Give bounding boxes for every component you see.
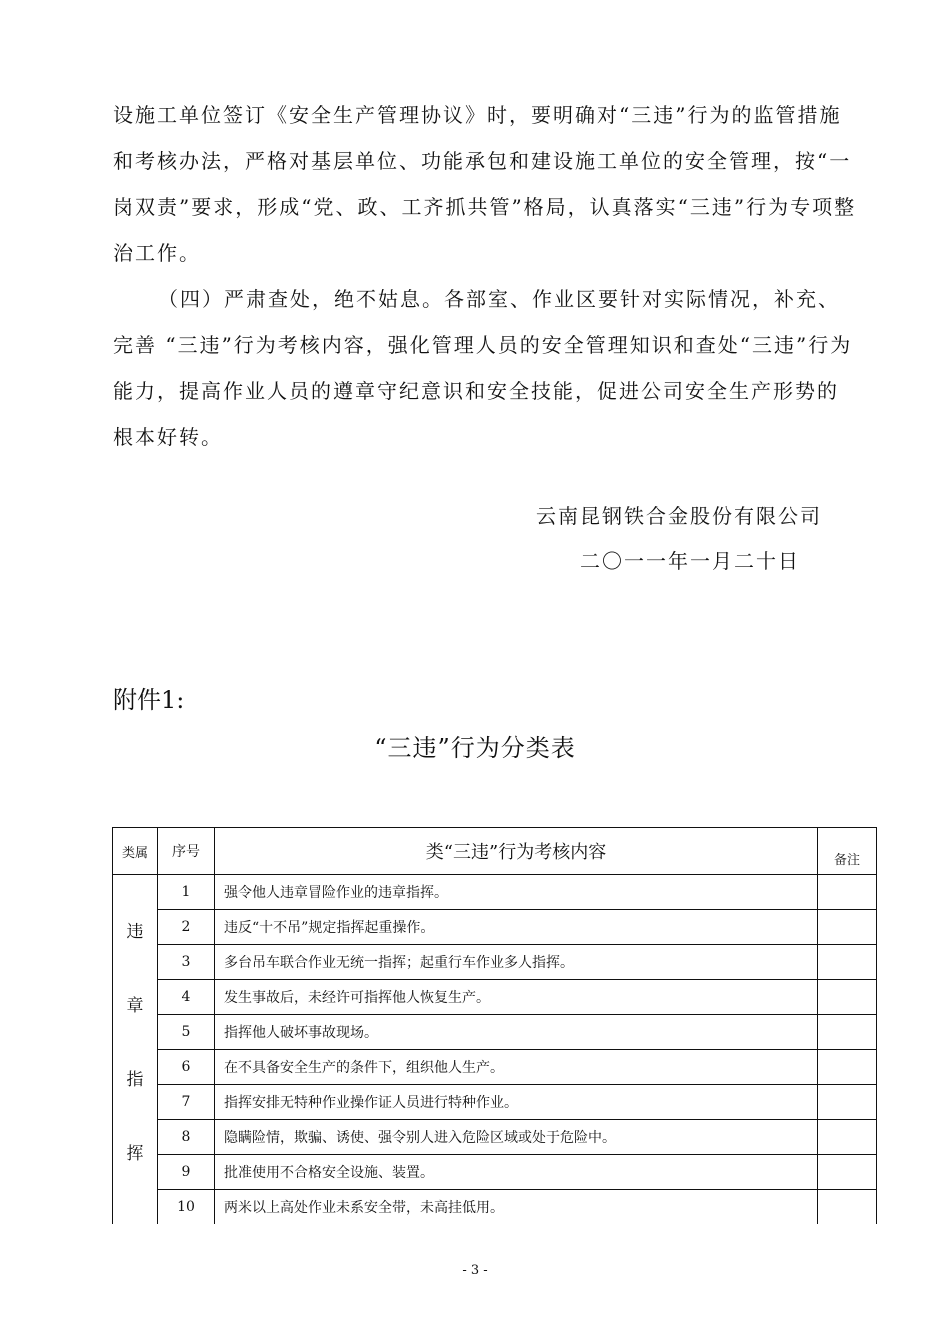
row-number: 6 (158, 1050, 215, 1085)
signature-date: 二〇一一年一月二十日 (580, 549, 800, 573)
violation-classification-table (112, 827, 877, 1224)
row-content: 隐瞒险情，欺骗、诱使、强令别人进入危险区域或处于危险中。 (215, 1120, 818, 1155)
row-note (818, 945, 877, 980)
table-row (113, 1155, 877, 1190)
row-note (818, 1015, 877, 1050)
row-note (818, 1085, 877, 1120)
table-header-row (113, 828, 877, 875)
table-row (113, 980, 877, 1015)
row-content: 强令他人违章冒险作业的违章指挥。 (215, 875, 818, 910)
row-content: 违反“十不吊”规定指挥起重操作。 (215, 910, 818, 945)
row-number: 2 (158, 910, 215, 945)
category-char: 挥 (126, 1144, 144, 1164)
row-number: 10 (158, 1190, 215, 1225)
table-row (113, 1085, 877, 1120)
page-number: - 3 - (462, 1263, 488, 1278)
table-row (113, 1050, 877, 1085)
table-row (113, 1120, 877, 1155)
header-category: 类属 (113, 828, 158, 875)
table-row (113, 945, 877, 980)
row-note (818, 910, 877, 945)
row-number: 8 (158, 1120, 215, 1155)
signature-company: 云南昆钢铁合金股份有限公司 (536, 504, 822, 528)
row-note (818, 1120, 877, 1155)
row-number: 7 (158, 1085, 215, 1120)
row-content: 多台吊车联合作业无统一指挥；起重行车作业多人指挥。 (215, 945, 818, 980)
table-row (113, 1190, 877, 1225)
row-content: 指挥他人破坏事故现场。 (215, 1015, 818, 1050)
row-number: 1 (158, 875, 215, 910)
category-char: 违 (126, 922, 144, 942)
row-note (818, 1190, 877, 1225)
table-title: “三违”行为分类表 (374, 734, 576, 762)
row-note (818, 1050, 877, 1085)
row-number: 5 (158, 1015, 215, 1050)
row-content: 在不具备安全生产的条件下，组织他人生产。 (215, 1050, 818, 1085)
row-content: 指挥安排无特种作业操作证人员进行特种作业。 (215, 1085, 818, 1120)
row-note (818, 875, 877, 910)
header-number: 序号 (158, 828, 215, 875)
body-paragraph-2: （四）严肃查处，绝不姑息。各部室、作业区要针对实际情况，补充、完善 “三违”行为考核内容，强化管理人员的安全管理知识和查处“三违”行为能力，提高作业人员的遵章守纪意识和安全技能，促进公司安全生产形势的根本好转。 (113, 287, 853, 449)
table-row (113, 875, 877, 910)
body-paragraph-1: 设施工单位签订《安全生产管理协议》时，要明确对“三违”行为的监管措施和考核办法，严格对基层单位、功能承包和建设施工单位的安全管理，按“一岗双责”要求，形成“党、政、工齐抓共管”格局，认真落实“三违”行为专项整治工作。 (113, 103, 857, 265)
row-note (818, 980, 877, 1015)
category-char: 指 (126, 1070, 144, 1090)
category-char: 章 (126, 996, 144, 1016)
row-content: 发生事故后，未经许可指挥他人恢复生产。 (215, 980, 818, 1015)
category-cell (113, 875, 158, 1225)
header-note: 备注 (818, 828, 877, 875)
table-row (113, 910, 877, 945)
table-row (113, 1015, 877, 1050)
row-number: 9 (158, 1155, 215, 1190)
header-content: 类“三违”行为考核内容 (215, 828, 818, 875)
row-content: 两米以上高处作业未系安全带，未高挂低用。 (215, 1190, 818, 1225)
row-content: 批准使用不合格安全设施、装置。 (215, 1155, 818, 1190)
attachment-label: 附件1: (113, 686, 185, 714)
row-number: 3 (158, 945, 215, 980)
row-number: 4 (158, 980, 215, 1015)
row-note (818, 1155, 877, 1190)
